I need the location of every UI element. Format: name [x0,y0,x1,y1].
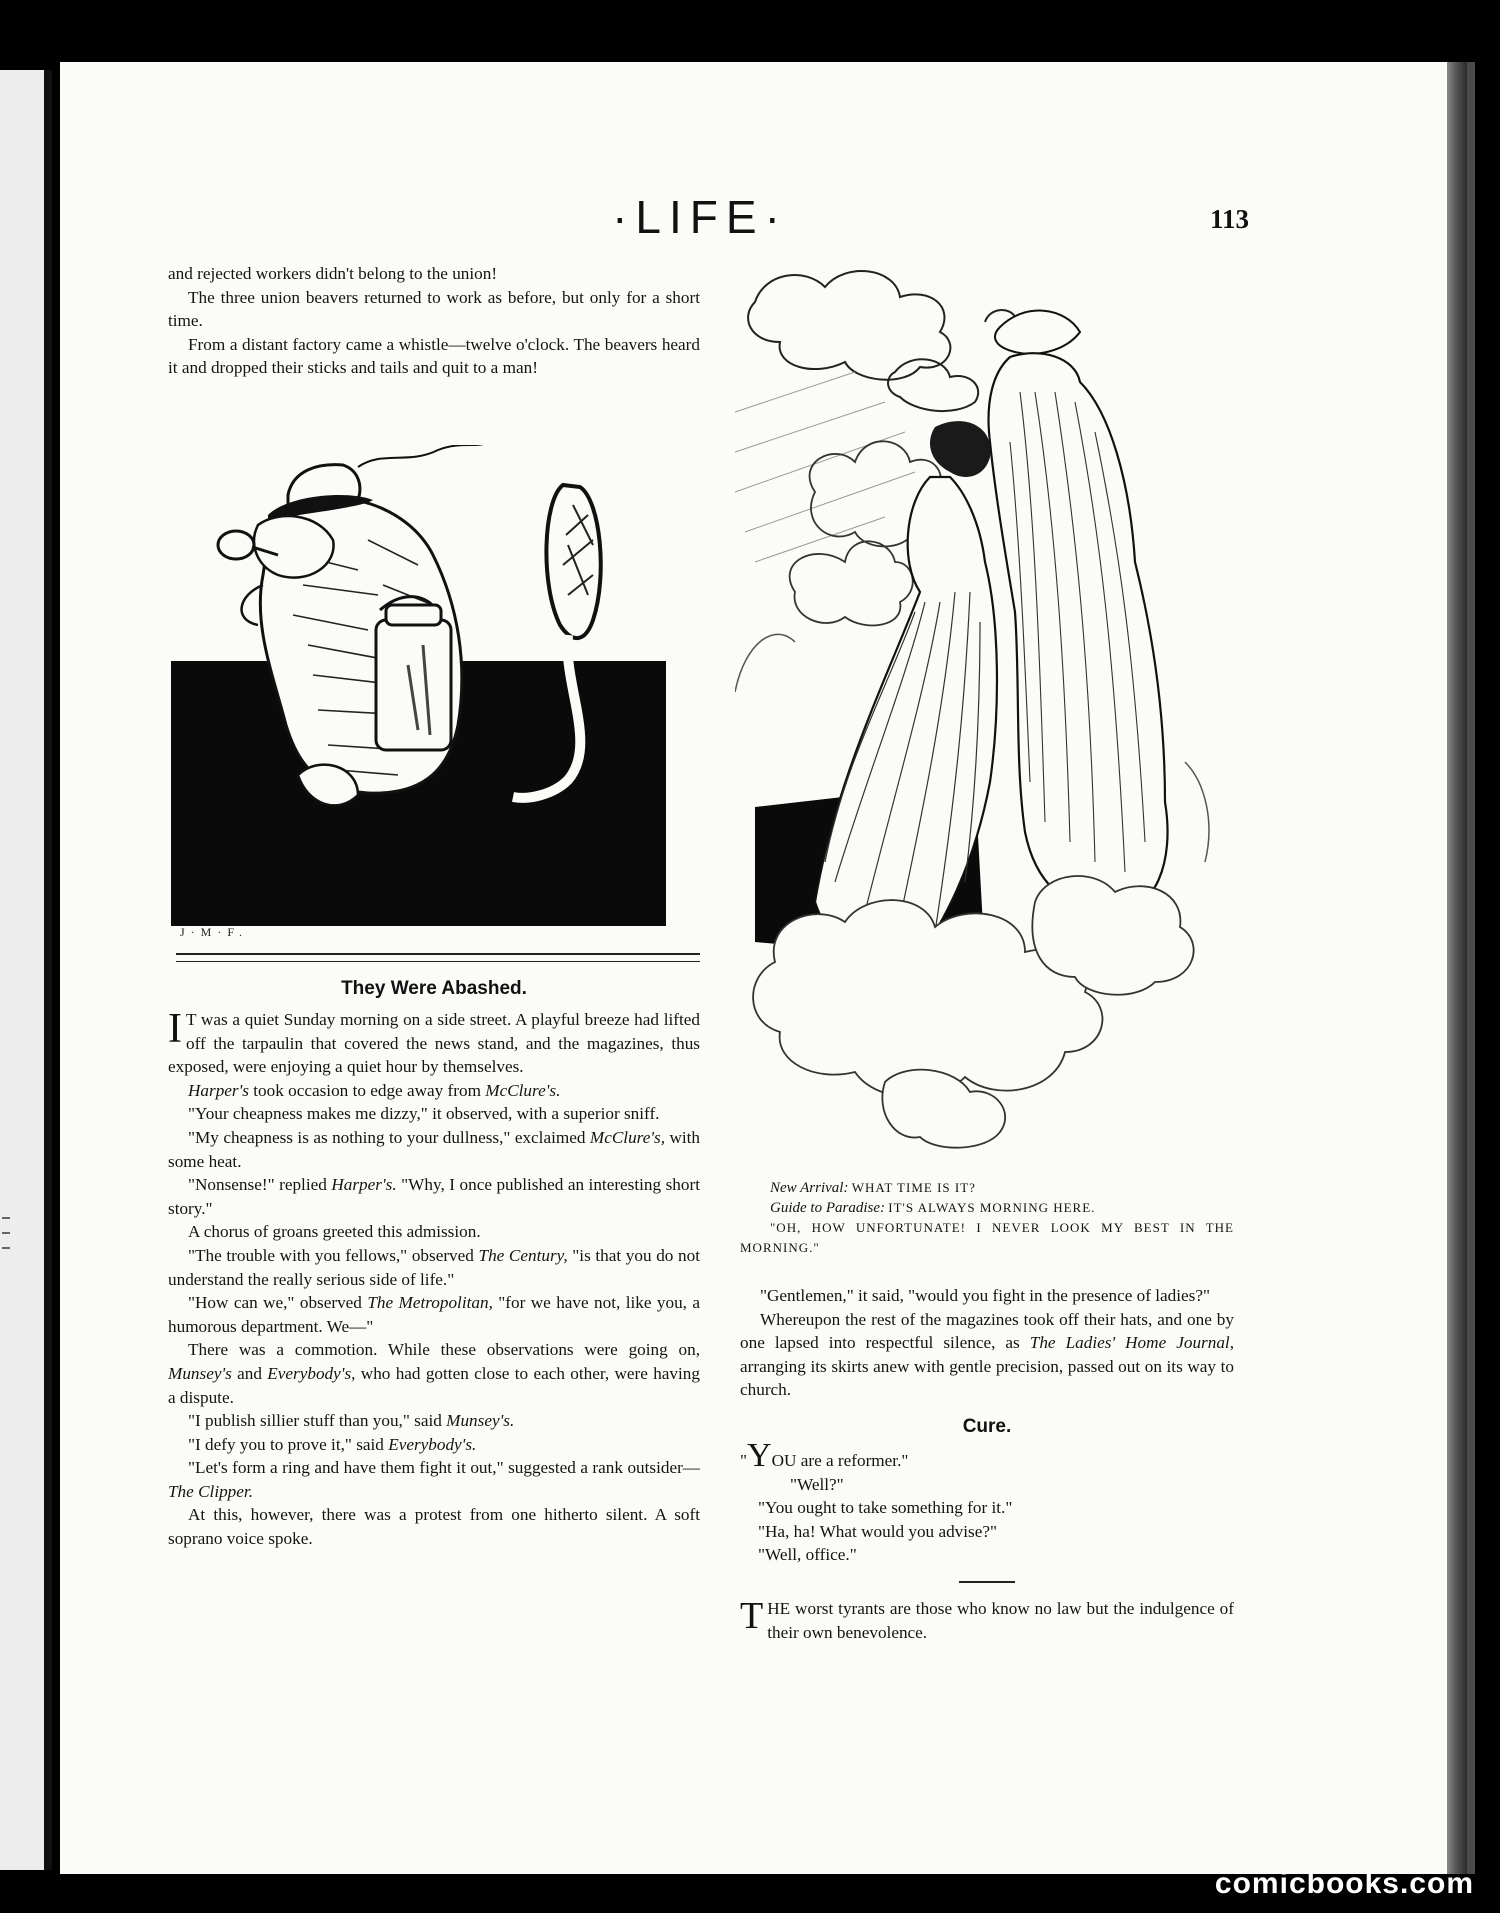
paragraph: From a distant factory came a whistle—twelve o'clock. The beavers heard it and dropped their sticks and tails and quit to a man! [168,334,700,378]
cure-dialogue [740,1436,1234,1567]
paragraph: Harper's took occasion to edge away from McClure's. [188,1080,561,1100]
dialogue-line: "Well?" [790,1474,844,1494]
caption-line: Guide to Paradise: IT'S ALWAYS MORNING HERE. [770,1200,1096,1216]
section-rule [176,961,700,962]
paragraph: "My cheapness is as nothing to your dullness," exclaimed McClure's, with some heat. [168,1127,701,1171]
cartoon-signature: J·M·F. [180,925,249,939]
site-watermark: comicbooks.com [1214,1867,1474,1900]
margin-mark [2,1247,10,1249]
paragraph: A chorus of groans greeted this admission. [188,1222,481,1242]
drop-cap: T [740,1594,764,1637]
paragraph: "How can we," observed The Metropolitan, "for we have not, like you, a humorous department. We—" [168,1293,700,1336]
beaver-cartoon [168,445,700,945]
paragraph: At this, however, there was a protest from one hitherto silent. A soft soprano voice spoke. [168,1505,700,1549]
paragraph: "Let's form a ring and have them fight it out," suggested a rank outsider—The Clipper. [168,1458,700,1501]
paragraph: The three union beavers returned to work as before, but only for a short time. [168,287,700,331]
illustration-caption [740,1178,1234,1258]
story-continued [740,1284,1234,1644]
paragraph: and rejected workers didn't belong to the union! [168,264,498,283]
dialogue-line: "You ought to take something for it." [758,1498,1013,1518]
caption-line: "OH, HOW UNFORTUNATE! I NEVER LOOK MY BEST IN THE MORNING." [740,1220,1234,1255]
masthead: ·LIFE· [612,191,788,243]
story-section [168,978,700,1551]
caption-line: New Arrival: WHAT TIME IS IT? [770,1180,976,1196]
paragraph: "I defy you to prove it," said Everybody's. [188,1434,477,1454]
paragraph: "I publish sillier stuff than you," said Munsey's. [188,1411,515,1431]
drop-cap: I [168,1006,182,1052]
paragraph: Whereupon the rest of the magazines took off their hats, and one by one lapsed into respectful silence, as The Ladies' Home Journal, arranging its skirts anew with gentle precision, passed out on its way to church. [740,1309,1234,1400]
page-gutter [44,70,52,1870]
paragraph: "Gentlemen," it said, "would you fight in the presence of ladies?" [760,1286,1210,1305]
paragraph: I T was a quiet Sunday morning on a side street. A playful breeze had lifted off the tarpaulin that covered the news stand, and the magazines, thus exposed, were enjoying a quiet hour by themselves. [168,1006,700,1077]
section-rule [959,1581,1015,1583]
angels-illustration [735,262,1245,1167]
drop-cap: Y [747,1436,772,1474]
epigram: THE worst tyrants are those who know no law but the indulgence of their own benevolence. [740,1594,1234,1642]
left-column [168,262,700,380]
margin-mark [2,1232,10,1234]
story-title: They Were Abashed. [341,978,527,999]
left-page-edge [0,70,52,1870]
dialogue-line: "YOU are a reformer." [740,1436,909,1474]
page-number: 113 [1210,204,1250,234]
dialogue-line: "Ha, ha! What would you advise?" [758,1521,997,1541]
page-binding [1447,62,1467,1874]
paragraph: "The trouble with you fellows," observed The Century, "is that you do not understand the really serious side of life." [168,1245,700,1289]
paragraph: "Your cheapness makes me dizzy," it observed, with a superior sniff. [188,1104,660,1124]
paragraph: "Nonsense!" replied Harper's. "Why, I once published an interesting short story." [168,1175,700,1218]
paragraph: There was a commotion. While these observations were going on, Munsey's and Everybody's, who had gotten close to each other, were having a dispute. [168,1340,700,1407]
section-rule [176,953,700,955]
dialogue-line: "Well, office." [758,1545,857,1565]
margin-mark [2,1217,10,1219]
cure-title: Cure. [962,1415,1012,1437]
page-binding-edge [1467,62,1475,1874]
